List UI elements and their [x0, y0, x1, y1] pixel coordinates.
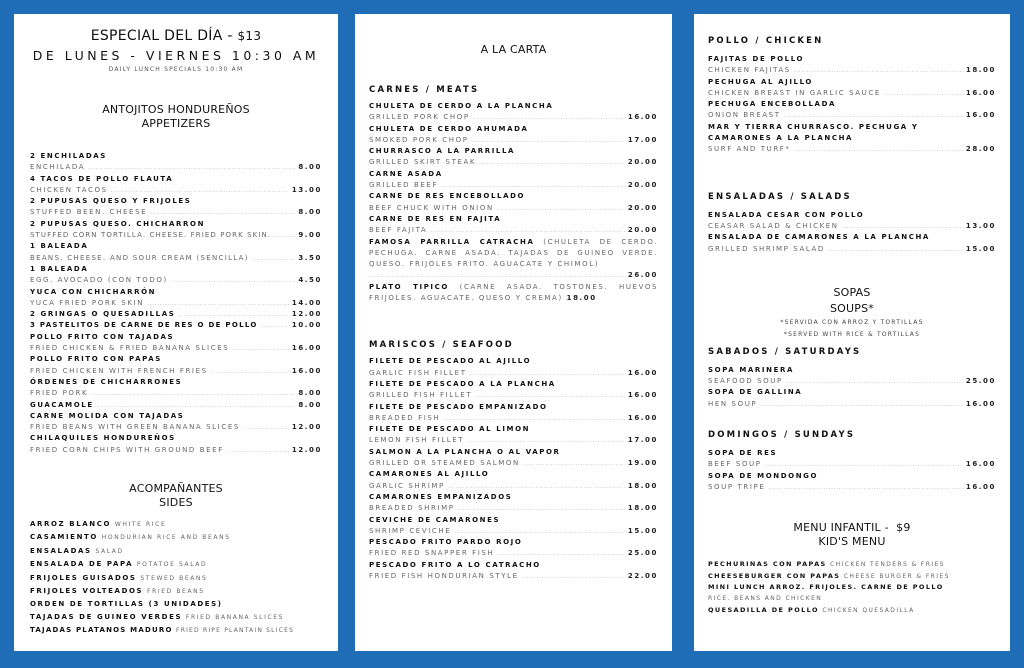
- menu-item-desc: FRIED CHICKEN & FRIED BANANA SLICES: [30, 344, 230, 353]
- dot-leader: [97, 400, 296, 411]
- saturday-soups-list: [708, 365, 996, 410]
- soups-title-es: SOPAS: [833, 285, 871, 299]
- sides-title-es: ACOMPAÑANTES: [129, 482, 223, 496]
- menu-item-price: 16.00: [627, 391, 658, 400]
- menu-item-price: 16.00: [965, 399, 996, 408]
- menu-item-price: 8.00: [298, 163, 322, 172]
- menu-item-name: PLATO TIPICO: [369, 282, 449, 291]
- menu-item-price: 9.00: [298, 231, 322, 240]
- menu-item-price: 16.00: [965, 460, 996, 469]
- menu-item-price: 16.00: [627, 413, 658, 422]
- appetizers-title-es: ANTOJITOS HONDUREÑOS: [102, 103, 250, 116]
- kids-item-name: PECHURINAS CON PAPAS: [708, 560, 827, 569]
- dot-leader: [443, 413, 625, 424]
- menu-item-name: FILETE DE PESCADO AL AJILLO: [369, 357, 532, 366]
- menu-item-price: 26.00: [627, 271, 658, 280]
- appetizers-title-en: APPETIZERS: [141, 117, 211, 130]
- dot-leader: [473, 112, 625, 123]
- kids-title: [708, 521, 996, 535]
- menu-item-price: 16.00: [291, 366, 322, 375]
- dot-leader: [786, 376, 963, 387]
- menu-item-desc: YUCA FRIED PORK SKIN: [30, 298, 145, 307]
- menu-item-name: GUACAMOLE: [30, 400, 94, 409]
- menu-item-desc: BREADED FISH: [369, 413, 441, 422]
- menu-item-desc: CHICKEN TACOS: [30, 185, 108, 194]
- menu-item-price: 16.00: [965, 88, 996, 97]
- menu-item-name: 1 BALEADA: [30, 242, 89, 251]
- menu-item-desc: (CARNE ASADA. TOSTONES. HUEVOS FRIJOLES. AGUACATE. QUESO Y CREMA): [369, 282, 658, 303]
- side-item-name: ENSALADA DE PAPA: [30, 560, 134, 569]
- kids-title-en: KID'S MENU: [818, 535, 886, 549]
- menu-item-desc: FRIED RED SNAPPER FISH: [369, 549, 495, 558]
- menu-item-name: FILETE DE PESCADO EMPANIZADO: [369, 402, 548, 411]
- menu-item-price: 12.00: [291, 423, 322, 432]
- side-item-name: ENSALADAS: [30, 546, 92, 555]
- menu-item-desc: STUFFED BEEN. CHEESE: [30, 208, 148, 217]
- dot-leader: [178, 309, 288, 320]
- menu-item-name: CEVICHE DE CAMARONES: [369, 515, 501, 524]
- menu-item-name: SOPA DE RES: [708, 449, 778, 458]
- menu-item-desc: SURF AND TURF*: [708, 145, 791, 154]
- menu-item-desc: GARLIC FISH FILLET: [369, 368, 467, 377]
- dot-leader: [784, 110, 963, 121]
- kids-item: [708, 559, 996, 571]
- menu-item-desc: CHICKEN FAJITAS: [708, 66, 791, 75]
- menu-item-desc: CHICKEN BREAST IN GARLIC SAUCE: [708, 88, 881, 97]
- side-item-desc: HONDURIAN RICE AND BEANS: [101, 534, 231, 542]
- menu-item-price: 16.00: [965, 111, 996, 120]
- kids-item: [708, 605, 996, 617]
- dot-leader: [227, 445, 289, 456]
- sides-list: [30, 518, 322, 638]
- side-item-name: CASAMIENTO: [30, 533, 98, 542]
- menu-item-name: POLLO FRITO CON PAPAS: [30, 355, 162, 364]
- menu-item-name: CHULETA DE CERDO A LA PLANCHA: [369, 102, 554, 110]
- menu-item-desc: SHRIMP CEVICHE: [369, 526, 452, 535]
- dot-leader: [150, 207, 295, 218]
- menu-panel-left: [14, 14, 338, 651]
- side-item-desc: POTATOE SALAD: [136, 561, 208, 569]
- menu-item-price: 20.00: [627, 203, 658, 212]
- menu-item-name: 2 PUPUSAS QUESO. CHICHARRON: [30, 219, 206, 228]
- dot-leader: [522, 571, 625, 582]
- menu-item-price: 18.00: [566, 294, 597, 303]
- menu-item-desc: SMOKED PORK CHOP: [369, 135, 469, 144]
- menu-item-desc: BREADED SHRIMP: [369, 504, 455, 513]
- kids-item-name: MINI LUNCH ARROZ. FRIJOLES. CARNE DE POLLO: [708, 583, 944, 592]
- menu-item-price: 28.00: [965, 145, 996, 154]
- salads-category: ENSALADAS / SALADS: [708, 191, 852, 202]
- menu-item-price: 8.00: [298, 208, 322, 217]
- menu-item-desc: FRIED FISH HONDURIAN STYLE: [369, 571, 519, 580]
- dot-leader: [441, 180, 625, 191]
- dot-leader: [765, 459, 963, 470]
- menu-item-name: SOPA DE MONDONGO: [708, 471, 819, 480]
- seafood-list: [369, 356, 658, 582]
- sunday-category: DOMINGOS / SUNDAYS: [708, 430, 856, 441]
- special-title-text: ESPECIAL DEL DÍA -: [90, 28, 233, 44]
- menu-item-desc: ENCHILADA: [30, 163, 86, 172]
- meats-category: CARNES / MEATS: [369, 85, 480, 95]
- menu-item-name: CHILAQUILES HONDUREÑOS: [30, 434, 176, 443]
- special-title: [30, 28, 322, 44]
- menu-item-desc: EGG. AVOCADO (CON TODO): [30, 276, 168, 285]
- side-item: [30, 558, 322, 571]
- side-item-name: ARROZ BLANCO: [30, 520, 112, 529]
- side-item-desc: STEWED BEANS: [140, 574, 208, 582]
- menu-item-name: MAR Y TIERRA CHURRASCO. PECHUGA Y CAMARONES A LA PLANCHA: [708, 122, 919, 143]
- menu-item-desc: FRIED CORN CHIPS WITH GROUND BEEF: [30, 445, 224, 454]
- menu-item-desc: BEEF CHUCK WITH ONION: [369, 203, 494, 212]
- menu-item-price: 20.00: [627, 181, 658, 190]
- kids-item-desc: CHICKEN QUESADILLA: [822, 606, 915, 614]
- menu-item-desc: GRILLED SHRIMP SALAD: [708, 244, 825, 253]
- menu-item-name: CARNE DE RES ENCEBOLLADO: [369, 192, 526, 201]
- dot-leader: [252, 253, 296, 264]
- side-item: [30, 545, 322, 558]
- menu-item-name: CARNE MOLIDA CON TAJADAS: [30, 411, 185, 420]
- dot-leader: [430, 225, 625, 236]
- menu-item-price: 25.00: [627, 549, 658, 558]
- menu-item-price: 16.00: [291, 344, 322, 353]
- dot-leader: [828, 244, 963, 255]
- menu-item-name: ENSALADA CESAR CON POLLO: [708, 210, 865, 219]
- seafood-category: MARISCOS / SEAFOOD: [369, 340, 514, 351]
- dot-leader: [261, 320, 289, 331]
- dot-leader: [211, 366, 289, 377]
- dot-leader: [467, 435, 625, 446]
- side-item-desc: FRIED RIPE PLANTAIN SLICES: [176, 627, 295, 635]
- special-price: $13: [237, 29, 262, 43]
- menu-item-desc: CEASAR SALAD & CHICKEN: [708, 221, 839, 230]
- soups-note-es: *SERVIDA CON ARROZ Y TORTILLAS: [780, 318, 924, 326]
- side-item: [30, 624, 322, 637]
- dot-leader: [794, 65, 963, 76]
- menu-item-name: 3 PASTELITOS DE CARNE DE RES O DE POLLO: [30, 321, 258, 330]
- menu-item-price: 16.00: [965, 482, 996, 491]
- chicken-list: [708, 54, 996, 156]
- menu-item-price: 4.50: [298, 276, 322, 285]
- dot-leader: [454, 526, 625, 537]
- side-item-name: TAJADAS PLATANOS MADURO: [30, 626, 173, 635]
- menu-item-desc: STUFFED CORN TORTILLA. CHEESE. FRIED PORK SKIN.: [30, 231, 272, 240]
- menu-item-desc: GRILLED BEEF: [369, 181, 439, 190]
- menu-item-price: 20.00: [627, 158, 658, 167]
- menu-item-desc: FRIED CHICKEN WITH FRENCH FRIES: [30, 366, 208, 375]
- kids-item: [708, 582, 996, 604]
- menu-item-name: PESCADO FRITO A LO CATRACHO: [369, 560, 541, 569]
- menu-item-name: ENSALADA DE CAMARONES A LA PLANCHA: [708, 233, 930, 242]
- dot-leader: [111, 185, 289, 196]
- side-item-name: FRIJOLES GUISADOS: [30, 573, 137, 582]
- menu-item-name: POLLO FRITO CON TAJADAS: [30, 332, 175, 341]
- menu-item-desc: SEAFOOD SOUP: [708, 377, 783, 386]
- dot-leader: [884, 88, 963, 99]
- side-item-name: FRIJOLES VOLTEADOS: [30, 587, 144, 596]
- menu-panel-middle: [355, 14, 672, 651]
- menu-item-price: 14.00: [291, 298, 322, 307]
- kids-list: [708, 559, 996, 616]
- kids-item-name: QUESADILLA DE POLLO: [708, 605, 819, 614]
- dot-leader: [91, 388, 295, 399]
- side-item-name: TAJADAS DE GUINEO VERDES: [30, 612, 183, 621]
- parrilla-item: [369, 237, 658, 271]
- menu-item-name: CHURRASCO A LA PARRILLA: [369, 147, 516, 156]
- sunday-soups-list: [708, 448, 996, 493]
- soups-title-en: SOUPS*: [829, 301, 874, 315]
- side-item-desc: FRIED BANANA SLICES: [185, 613, 285, 621]
- kids-item-desc: RICE. BEANS AND CHICKEN: [708, 595, 823, 603]
- menu-item-price: 10.00: [291, 321, 322, 330]
- menu-item-desc: LEMON FISH FILLET: [369, 436, 465, 445]
- dot-leader: [458, 503, 625, 514]
- menu-item-price: 20.00: [627, 226, 658, 235]
- dot-leader: [842, 221, 963, 232]
- dot-leader: [523, 458, 625, 469]
- menu-item-name: CARNE DE RES EN FAJITA: [369, 214, 502, 223]
- special-note: DAILY LUNCH SPECIALS 10:30 AM: [108, 66, 244, 73]
- menu-item-desc: BEANS. CHEESE. AND SOUR CREAM (SENCILLA): [30, 253, 249, 262]
- side-item: [30, 598, 322, 610]
- menu-item-price: 12.00: [291, 445, 322, 454]
- menu-item-price: 18.00: [965, 66, 996, 75]
- menu-panel-right: [694, 14, 1010, 651]
- dot-leader: [475, 390, 625, 401]
- meats-list: [369, 101, 658, 304]
- side-item-desc: FRIED BEANS: [147, 588, 205, 596]
- menu-item-desc: SOUP TRIPE: [708, 482, 766, 491]
- menu-item-desc: BEEF FAJITA: [369, 226, 428, 235]
- menu-item-name: ÓRDENES DE CHICHARRONES: [30, 377, 183, 386]
- menu-item-price: 22.00: [627, 571, 658, 580]
- menu-item-name: CAMARONES EMPANIZADOS: [369, 492, 513, 501]
- menu-item-name: 2 GRINGAS O QUESADILLAS: [30, 310, 176, 319]
- menu-item-price: 18.00: [627, 504, 658, 513]
- menu-item-desc: GRILLED OR STEAMED SALMON: [369, 459, 520, 468]
- menu-item-name: SALMON A LA PLANCHA O AL VAPOR: [369, 447, 561, 456]
- salads-list: [708, 210, 996, 255]
- dot-leader: [760, 399, 963, 410]
- menu-item-name: PESCADO FRITO PARDO ROJO: [369, 538, 523, 547]
- menu-item-desc: (CHULETA DE CERDO. PECHUGA. CARNE ASADA. TAJADAS DE GUINEO VERDE. QUESO. FRIJOLES FRITO. AGUACATE Y CHIMOL): [369, 237, 658, 269]
- dot-leader: [794, 144, 963, 155]
- side-item: [30, 518, 322, 531]
- special-days: DE LUNES - VIERNES 10:30 AM: [32, 48, 320, 63]
- menu-item-name: FAJITAS DE POLLO: [708, 55, 805, 63]
- dot-leader: [472, 135, 625, 146]
- menu-item-desc: BEEF SOUP: [708, 460, 762, 469]
- menu-item-name: SOPA DE GALLINA: [708, 388, 803, 397]
- dot-leader: [470, 368, 625, 379]
- menu-item-desc: GRILLED PORK CHOP: [369, 113, 470, 122]
- side-item: [30, 585, 322, 598]
- menu-item-name: FILETE DE PESCADO A LA PLANCHA: [369, 379, 556, 388]
- kids-price: $9: [896, 521, 911, 535]
- kids-item-desc: CHEESE BURGER & FRIES: [843, 572, 950, 580]
- saturday-category: SABADOS / SATURDAYS: [708, 346, 862, 357]
- menu-item-name: PECHUGA AL AJILLO: [708, 77, 813, 86]
- menu-item-price: 16.00: [627, 113, 658, 122]
- menu-item-name: 4 TACOS DE POLLO FLAUTA: [30, 174, 174, 183]
- menu-item-price: 12.00: [291, 310, 322, 319]
- menu-item-name: YUCA CON CHICHARRÓN: [30, 287, 157, 296]
- side-item-desc: WHITE RICE: [114, 521, 167, 529]
- menu-item-name: FAMOSA PARRILLA CATRACHA: [369, 237, 535, 246]
- menu-item-price: 17.00: [627, 135, 658, 144]
- dot-leader: [243, 422, 289, 433]
- menu-item-price: 18.00: [627, 481, 658, 490]
- menu-item-price: 13.00: [965, 221, 996, 230]
- menu-item-price: 3.50: [298, 253, 322, 262]
- a-la-carta-title: A LA CARTA: [480, 43, 547, 56]
- menu-item-desc: HEN SOUP: [708, 399, 758, 408]
- menu-item-name: SOPA MARINERA: [708, 365, 794, 374]
- menu-item-name: CHULETA DE CERDO AHUMADA: [369, 124, 529, 133]
- menu-item-name: 1 BALEADA: [30, 264, 89, 273]
- side-item: [30, 572, 322, 585]
- dot-leader: [768, 482, 962, 493]
- menu-item-price: 19.00: [627, 459, 658, 468]
- dot-leader: [479, 157, 625, 168]
- dot-leader: [272, 230, 297, 241]
- menu-item-price: 8.00: [298, 400, 322, 409]
- side-item-name: ORDEN DE TORTILLAS (3 UNIDADES): [30, 600, 223, 609]
- kids-item-desc: CHICKEN TENDERS & FRIES: [830, 561, 945, 569]
- menu-item-desc: FRIED BEANS WITH GREEN BANANA SLICES: [30, 423, 240, 432]
- menu-item-price: 25.00: [965, 377, 996, 386]
- dot-leader: [232, 343, 289, 354]
- menu-item-name: FILETE DE PESCADO AL LIMON: [369, 425, 531, 434]
- menu-item-price: 13.00: [291, 185, 322, 194]
- menu-item-desc: GRILLED SKIRT STEAK: [369, 158, 477, 167]
- menu-item-price: 15.00: [965, 244, 996, 253]
- appetizers-list: [30, 151, 322, 456]
- dot-leader: [88, 162, 295, 173]
- menu-item-desc: ONION BREAST: [708, 111, 781, 120]
- menu-item-price: 17.00: [627, 436, 658, 445]
- tipico-item: [369, 282, 658, 305]
- kids-item: [708, 571, 996, 583]
- chicken-category: POLLO / CHICKEN: [708, 36, 824, 46]
- kids-item-name: CHEESEBURGER CON PAPAS: [708, 571, 841, 580]
- dot-leader: [448, 481, 625, 492]
- side-item: [30, 531, 322, 544]
- menu-item-price: 16.00: [627, 368, 658, 377]
- menu-item-price: 15.00: [627, 526, 658, 535]
- menu-item-desc: GARLIC SHRIMP: [369, 481, 445, 490]
- side-item-desc: SALAD: [95, 547, 124, 555]
- dot-leader: [147, 298, 289, 309]
- menu-item-price: 8.00: [298, 389, 322, 398]
- dot-leader: [497, 548, 625, 559]
- menu-item-name: CARNE ASADA: [369, 169, 443, 178]
- menu-item-name: 2 ENCHILADAS: [30, 152, 107, 160]
- dot-leader: [369, 270, 625, 281]
- dot-leader: [171, 275, 295, 286]
- side-item: [30, 611, 322, 624]
- kids-title-text: MENU INFANTIL -: [793, 521, 889, 535]
- menu-item-name: 2 PUPUSAS QUESO Y FRIJOLES: [30, 197, 192, 206]
- sides-title-en: SIDES: [159, 496, 193, 510]
- menu-item-desc: FRIED PORK: [30, 389, 89, 398]
- dot-leader: [497, 203, 625, 214]
- menu-item-name: PECHUGA ENCEBOLLADA: [708, 100, 837, 109]
- soups-note-en: *SERVED WITH RICE & TORTILLAS: [783, 330, 921, 338]
- menu-item-desc: GRILLED FISH FILLET: [369, 391, 473, 400]
- menu-item-name: CAMARONES AL AJILLO: [369, 470, 490, 479]
